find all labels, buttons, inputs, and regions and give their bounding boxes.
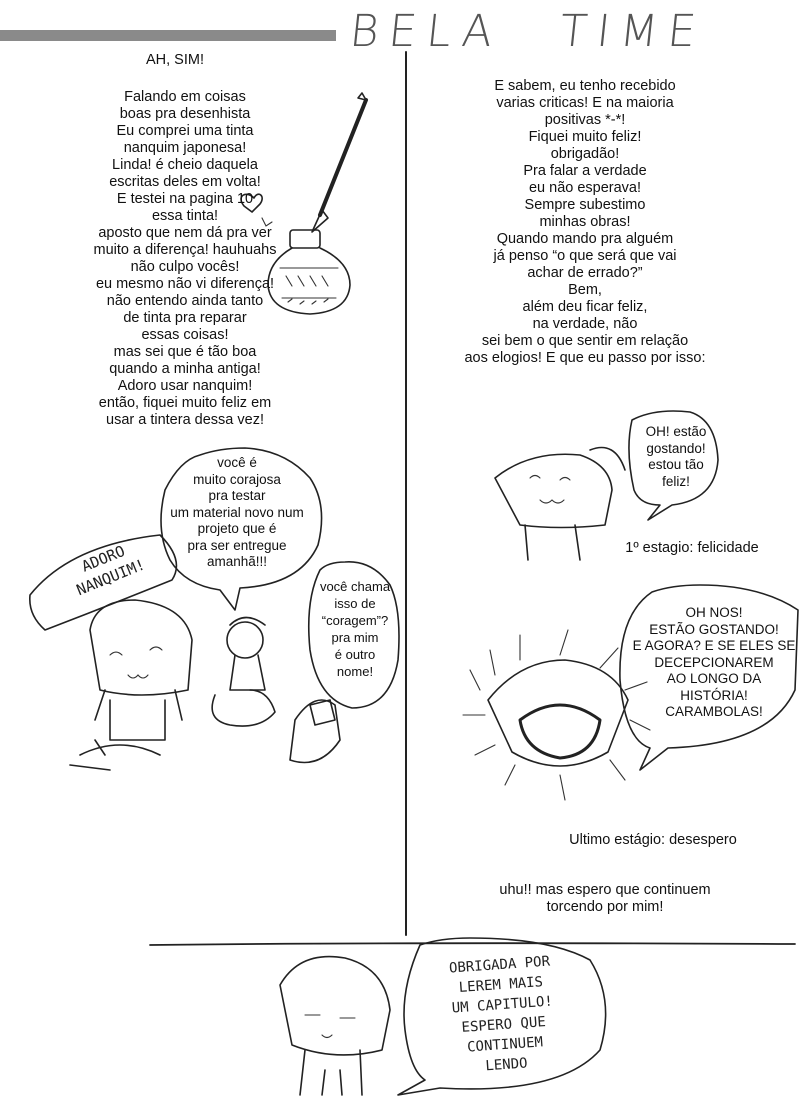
footer-separator (150, 943, 795, 945)
bubble-thanks-text: OBRIGADA POR LEREM MAIS UM CAPITULO! ESPERO QUE CONTINUEM LENDO (448, 953, 554, 1075)
left-girl-drawing (70, 600, 192, 770)
bubble-happy-text: OH! estão gostando! estou tão feliz! (645, 424, 707, 489)
happy-character-drawing (495, 448, 625, 561)
bubble-courage-text: você chama isso de “coragem”? pra mim é outro nome! (319, 579, 391, 679)
footer-character-drawing (280, 957, 390, 1095)
page-title-left: BELA (347, 6, 505, 57)
bubble-despair-text: OH NOS! ESTÃO GOSTANDO! E AGORA? E SE ELES SE DECEPCIONAREM AO LONGO DA HISTÓRIA! CARAMBOLAS! (632, 605, 796, 719)
page-title-right: TIME (557, 6, 709, 57)
ink-pen-drawing (312, 93, 366, 232)
stage-last-label: Ultimo estágio: desespero (569, 832, 737, 848)
stage-one-label: 1º estagio: felicidade (625, 540, 759, 556)
sign-text: ADORO NANQUIM! (73, 541, 148, 600)
despair-character-drawing (463, 630, 650, 800)
closing-text: uhu!! mas espero que continuem torcendo por mim! (499, 882, 711, 915)
intro-text: AH, SIM! (145, 52, 204, 68)
critics-story-text: E sabem, eu tenho recebido varias criticas! E na maioria positivas *-*! Fiquei muito feliz! obrigadão! Pra falar a verdade eu não esperava! Sempre subestimo minhas obras! Quando mando pra alguém já penso “o que será que vai achar de errado?” Bem, além deu ficar feliz, na verdade, não sei bem o que sentir em relação aos elogios! E que eu passo por isso: (464, 78, 706, 366)
ink-story-text: Falando em coisas boas pra desenhista Eu comprei uma tinta nanquim japonesa! Linda! é cheio daquela escritas deles em volta! E testei na pagina 10 essa tinta! aposto que nem dá pra ver muito a diferença! hauhuahs não culpo vocês! eu mesmo não vi diferença! não entendo ainda tanto de tinta pra reparar essas coisas! mas sei que é tão boa quando a minha antiga! Adoro usar nanquim! então, fiquei muito feliz em usar a tintera dessa vez! (93, 89, 277, 428)
bubble-brave-text: você é muito corajosa pra testar um material novo num projeto que é pra ser entregue amanhã!!! (170, 455, 304, 569)
